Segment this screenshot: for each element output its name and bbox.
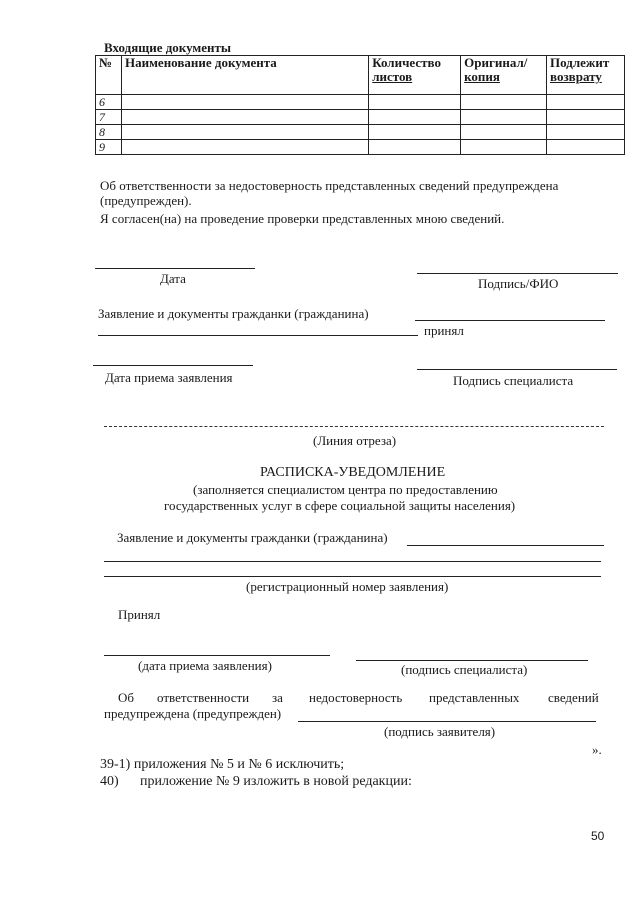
table-header-row	[96, 56, 625, 95]
table-row	[96, 95, 625, 110]
consent-statement: Я согласен(на) на проведение проверки представленных мною сведений.	[100, 211, 505, 226]
row-number: 9	[96, 140, 122, 155]
receipt-subtitle-2: государственных услуг в сфере социальной защиты населения)	[164, 498, 516, 513]
received-name-line	[415, 320, 605, 321]
table-cell	[547, 125, 625, 140]
page-number: 50	[591, 829, 605, 843]
incoming-documents-table	[95, 55, 625, 155]
cut-line	[104, 426, 604, 427]
table-cell	[369, 110, 461, 125]
list-item-40-text: приложение № 9 изложить в новой редакции:	[140, 774, 412, 789]
row-number: 8	[96, 125, 122, 140]
col-header-original: Оригинал/ копия	[461, 56, 547, 95]
table-cell	[547, 110, 625, 125]
table-cell	[547, 95, 625, 110]
section-title: Входящие документы	[104, 40, 232, 55]
receipt-signature-caption: (подпись специалиста)	[401, 662, 528, 677]
liability-word: за	[272, 690, 283, 705]
date-caption: Дата	[160, 271, 186, 286]
table-cell	[369, 140, 461, 155]
table-cell	[121, 95, 368, 110]
table-cell	[369, 125, 461, 140]
receipt-date-line	[104, 655, 330, 656]
receipt-title: РАСПИСКА-УВЕДОМЛЕНИЕ	[260, 465, 446, 480]
specialist-signature-line	[417, 369, 617, 370]
receipt-docs-label: Заявление и документы гражданки (гражданина)	[117, 530, 388, 545]
table-row	[96, 110, 625, 125]
table-cell	[461, 95, 547, 110]
col-header-number: №	[96, 56, 122, 95]
received-docs-label: Заявление и документы гражданки (гражданина)	[98, 306, 369, 321]
reg-number-caption: (регистрационный номер заявления)	[246, 579, 449, 594]
signature-caption: Подпись/ФИО	[478, 276, 559, 291]
liability-line-2: (предупрежден).	[100, 193, 192, 208]
list-item-39-1: 39-1) приложения № 5 и № 6 исключить;	[100, 757, 345, 772]
table-row	[96, 140, 625, 155]
signature-line	[417, 273, 618, 274]
table-cell	[121, 110, 368, 125]
row-number: 7	[96, 110, 122, 125]
accepted-label: принял	[424, 323, 464, 338]
application-date-caption: Дата приема заявления	[105, 370, 233, 385]
row-number: 6	[96, 95, 122, 110]
table-cell	[121, 125, 368, 140]
liability-word: ответственности	[157, 690, 250, 705]
table-cell	[547, 140, 625, 155]
liability-word: Об	[118, 690, 135, 705]
receipt-line-2	[104, 561, 601, 562]
col-header-name: Наименование документа	[121, 56, 368, 95]
date-line	[95, 268, 255, 269]
liability-word: недостоверность	[309, 690, 403, 705]
col-header-sheets: Количество листов	[369, 56, 461, 95]
table-cell	[461, 125, 547, 140]
specialist-signature-caption: Подпись специалиста	[453, 373, 574, 388]
table-cell	[369, 95, 461, 110]
receipt-signature-line	[356, 660, 588, 661]
liability-word: представленных	[429, 690, 520, 705]
receipt-name-line	[407, 545, 604, 546]
receipt-accepted-label: Принял	[118, 607, 161, 622]
table-cell	[121, 140, 368, 155]
applicant-signature-line	[298, 721, 596, 722]
applicant-signature-caption: (подпись заявителя)	[384, 724, 496, 739]
liability-line-1: Об ответственности за недостоверность представленных сведений предупреждена	[100, 178, 559, 193]
table-cell	[461, 110, 547, 125]
closing-quote: ».	[592, 742, 602, 757]
liability-word: сведений	[548, 690, 599, 705]
list-item-40-number: 40)	[100, 774, 119, 789]
col-header-return: Подлежит возврату	[547, 56, 625, 95]
received-name-line-2	[98, 335, 418, 336]
receipt-liability-line-2: предупреждена (предупрежден)	[104, 706, 282, 721]
application-date-line	[93, 365, 253, 366]
table-row	[96, 125, 625, 140]
cut-line-caption: (Линия отреза)	[313, 433, 397, 448]
receipt-date-caption: (дата приема заявления)	[138, 658, 272, 673]
receipt-line-3	[104, 576, 601, 577]
receipt-subtitle-1: (заполняется специалистом центра по предоставлению	[193, 482, 498, 497]
table-cell	[461, 140, 547, 155]
